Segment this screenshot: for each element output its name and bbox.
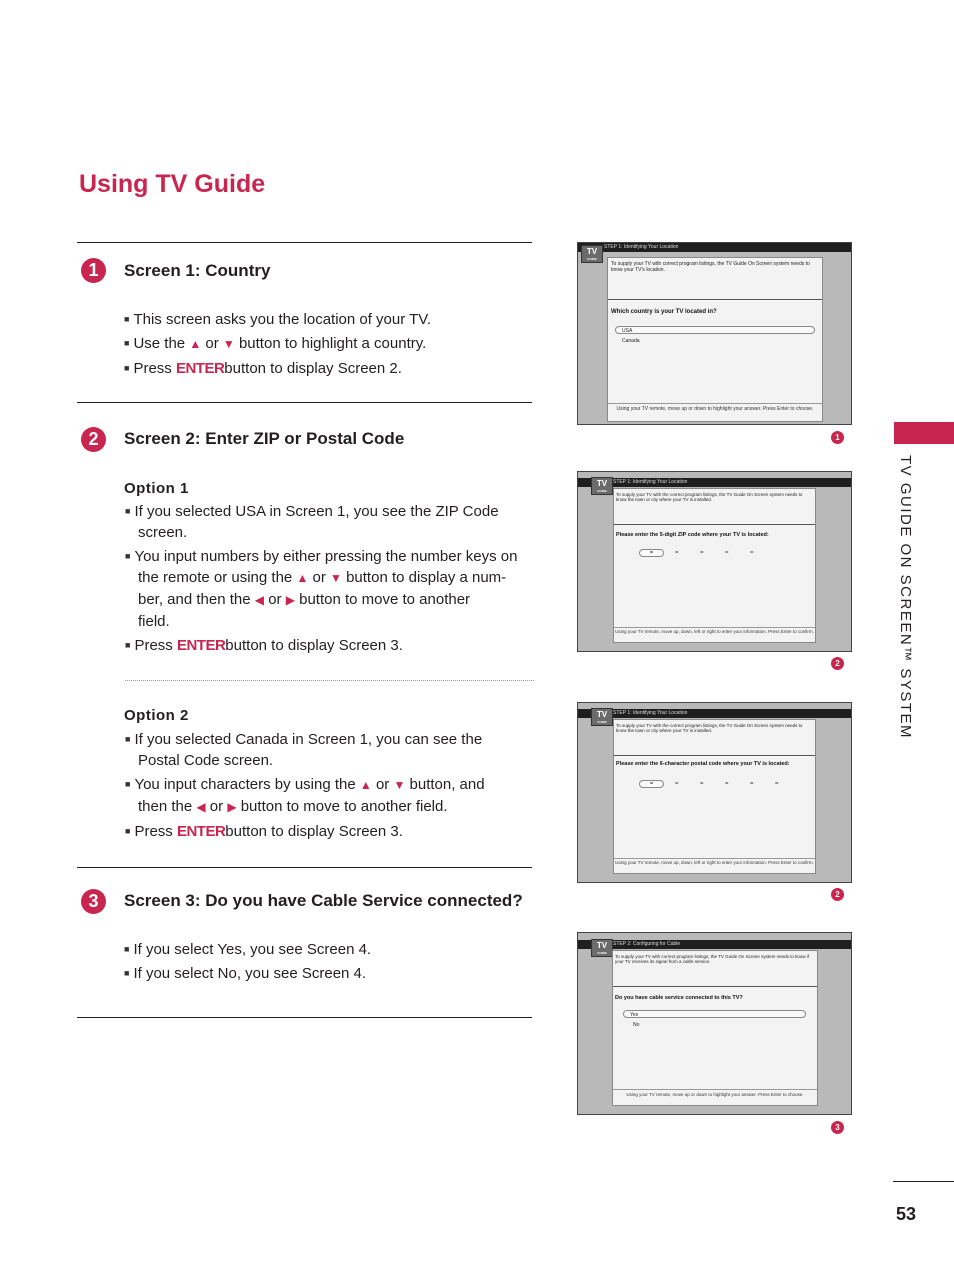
bullet-icon: ■ (125, 779, 131, 789)
bullet-item: ■ You input characters by using the ▲ or ▼ button, and (125, 776, 485, 793)
country-option-usa[interactable]: USA (615, 326, 815, 334)
postal-field-4[interactable]: = (725, 781, 729, 787)
bullet-continuation: the remote or using the ▲ or ▼ button to display a num- (138, 569, 507, 586)
left-arrow-icon: ◀ (196, 800, 206, 814)
screen-panel (613, 488, 816, 643)
screen-title-bar: STEP 1: Identifying Your Location (578, 243, 851, 252)
dotted-divider (125, 680, 534, 681)
up-arrow-icon: ▲ (296, 571, 309, 585)
screen-panel (613, 719, 816, 874)
screen-intro-text: To supply your TV with correct program listings, the TV Guide On Screen system needs to know if your TV receives its signal from a cable service. (615, 954, 810, 964)
side-chapter-label: TV GUIDE ON SCREEN™ SYSTEM (897, 455, 914, 740)
bullet-item: ■ Press ENTERbutton to display Screen 2. (124, 360, 402, 377)
panel-divider (614, 755, 815, 756)
screen-intro-text: To supply your TV with correct program listings, the TV Guide On Screen system needs to know your TV's location. (611, 261, 810, 273)
screenshot-postal-code (577, 702, 852, 883)
screen-question: Please enter the 5-digit ZIP code where your TV is located: (616, 532, 769, 538)
zip-field-1[interactable]: = (639, 549, 664, 557)
section-1-bullets (124, 309, 431, 379)
right-arrow-icon: ▶ (285, 593, 295, 607)
tv-guide-logo: TV GUIDE (591, 708, 613, 726)
bullet-icon: ■ (124, 968, 130, 978)
chapter-tab (894, 422, 954, 444)
cable-option-yes[interactable]: Yes (623, 1010, 806, 1018)
section-heading-1: Screen 1: Country (124, 261, 271, 280)
screen-intro-text: To supply your TV with the correct program listings, the TV Guide On Screen system needs to know the town or city where your TV is installed. (616, 492, 803, 502)
option-1-bullets (125, 501, 517, 656)
panel-divider (608, 403, 822, 404)
tv-guide-logo: TV GUIDE (591, 939, 613, 957)
screen-footer-hint: Using your TV remote, move up or down to highlight your answer. Press Enter to choose. (626, 1092, 804, 1097)
panel-divider (608, 299, 822, 300)
screen-badge: 3 (831, 1121, 844, 1134)
bullet-continuation: then the ◀ or ▶ button to move to another field. (138, 798, 448, 815)
bullet-item: ■ You input numbers by either pressing the number keys on (125, 548, 518, 565)
bullet-continuation: field. (138, 613, 170, 630)
enter-key-label: ENTER (175, 360, 225, 377)
section-heading-2: Screen 2: Enter ZIP or Postal Code (124, 429, 405, 448)
enter-key-label: ENTER (176, 637, 226, 654)
zip-field-2[interactable]: = (675, 550, 679, 556)
step-number-2: 2 (81, 427, 106, 452)
screen-badge: 1 (831, 431, 844, 444)
postal-field-3[interactable]: = (700, 781, 704, 787)
screen-badge: 2 (831, 888, 844, 901)
bullet-item: ■ If you select Yes, you see Screen 4. (124, 941, 372, 958)
zip-field-4[interactable]: = (725, 550, 729, 556)
screen-panel (607, 257, 823, 422)
bullet-icon: ■ (124, 314, 130, 324)
left-arrow-icon: ◀ (254, 593, 265, 607)
tv-guide-logo: TV GUIDE (591, 477, 613, 495)
screen-badge: 2 (831, 657, 844, 670)
option-1-label: Option 1 (124, 480, 189, 497)
screenshot-country (577, 242, 852, 425)
step-number-1: 1 (81, 258, 106, 283)
enter-key-label: ENTER (176, 823, 226, 840)
screen-question: Please enter the 6-character postal code where your TV is located: (616, 761, 790, 767)
zip-field-3[interactable]: = (700, 550, 704, 556)
down-arrow-icon: ▼ (330, 571, 342, 585)
divider (77, 242, 532, 243)
screen-title-bar: STEP 1: Identifying Your Location (578, 709, 851, 718)
bullet-item: ■ Press ENTERbutton to display Screen 3. (125, 823, 403, 840)
panel-divider (613, 1089, 817, 1090)
bullet-icon: ■ (125, 551, 131, 561)
bullet-item: ■ This screen asks you the location of your TV. (124, 311, 432, 328)
tv-guide-logo: TV GUIDE (581, 245, 603, 263)
divider (77, 402, 532, 403)
bullet-continuation: screen. (138, 524, 188, 541)
bullet-icon: ■ (124, 338, 130, 348)
screen-question: Do you have cable service connected to this TV? (615, 995, 743, 1001)
bullet-item: ■ If you selected Canada in Screen 1, you can see the (125, 731, 483, 748)
section-3-bullets (124, 939, 371, 984)
option-2-bullets (125, 729, 485, 842)
right-arrow-icon: ▶ (227, 800, 237, 814)
bullet-item: ■ Use the ▲ or ▼ button to highlight a country. (124, 335, 427, 352)
bullet-item: ■ If you selected USA in Screen 1, you see the ZIP Code (125, 503, 499, 520)
page-title: Using TV Guide (79, 170, 266, 198)
postal-field-6[interactable]: = (775, 781, 779, 787)
screenshot-cable (577, 932, 852, 1115)
country-option-canada[interactable]: Canada (622, 338, 640, 344)
screen-intro-text: To supply your TV with the correct program listings, the TV Guide On Screen system needs to know the town or city where your TV is installed. (616, 723, 803, 733)
down-arrow-icon: ▼ (393, 778, 406, 792)
bullet-continuation: ber, and then the ◀ or ▶ button to move to another (138, 591, 471, 608)
screen-title-bar: STEP 2: Configuring for Cable (578, 940, 851, 949)
divider (77, 867, 532, 868)
bullet-icon: ■ (125, 826, 131, 836)
page-number: 53 (896, 1204, 917, 1224)
screen-footer-hint: Using your TV remote, move up or down to highlight your answer. Press Enter to choose. (616, 406, 814, 412)
bullet-icon: ■ (125, 640, 131, 650)
postal-field-1[interactable]: = (639, 780, 664, 788)
panel-divider (613, 986, 817, 987)
zip-field-5[interactable]: = (750, 550, 754, 556)
bullet-icon: ■ (125, 506, 131, 516)
cable-option-no[interactable]: No (633, 1022, 640, 1028)
screenshot-zip-code (577, 471, 852, 652)
postal-field-5[interactable]: = (750, 781, 754, 787)
screen-question: Which country is your TV located in? (611, 309, 717, 315)
screen-title-bar: STEP 1: Identifying Your Location (578, 478, 851, 487)
bullet-icon: ■ (124, 944, 130, 954)
postal-field-2[interactable]: = (675, 781, 679, 787)
divider (77, 1017, 532, 1018)
section-heading-3: Screen 3: Do you have Cable Service connected? (124, 891, 523, 910)
screen-footer-hint: Using your TV remote, move up, down, left or right to enter your information. Press Enter to confirm. (615, 629, 814, 634)
bullet-icon: ■ (124, 363, 130, 373)
panel-divider (614, 627, 815, 628)
bullet-continuation: Postal Code screen. (138, 752, 274, 769)
option-2-label: Option 2 (124, 707, 189, 724)
panel-divider (614, 858, 815, 859)
bullet-item: ■ Press ENTERbutton to display Screen 3. (125, 637, 403, 654)
bullet-icon: ■ (125, 734, 131, 744)
up-arrow-icon: ▲ (359, 778, 372, 792)
screen-panel (612, 950, 818, 1106)
bullet-item: ■ If you select No, you see Screen 4. (124, 965, 367, 982)
panel-divider (614, 524, 815, 525)
up-arrow-icon: ▲ (189, 337, 202, 351)
down-arrow-icon: ▼ (222, 337, 235, 351)
step-number-3: 3 (81, 889, 106, 914)
footer-rule (893, 1181, 954, 1182)
screen-footer-hint: Using your TV remote, move up, down, left or right to enter your information. Press Enter to confirm. (615, 860, 814, 865)
